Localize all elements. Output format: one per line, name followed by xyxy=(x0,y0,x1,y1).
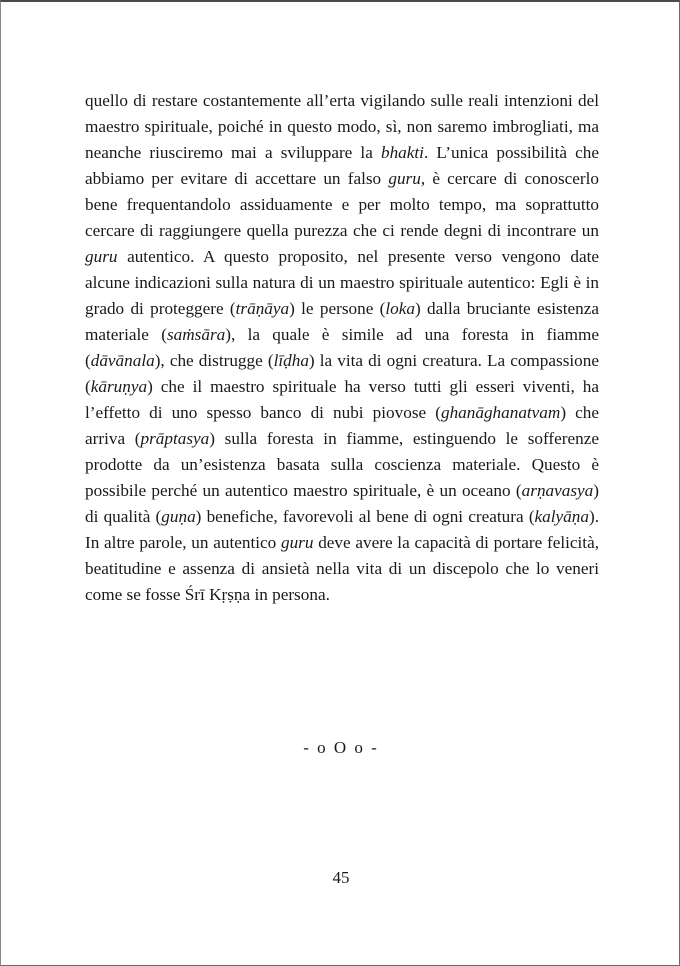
sanskrit-term-bhakti: bhakti xyxy=(380,143,424,162)
text-segment: ) di qualità ( xyxy=(85,481,599,526)
text-segment: ). In altre parole, un autentico xyxy=(85,507,599,552)
text-segment: deve avere la capacità di portare felicità, beatitudine e assenza di ansietà nella vita di un discepolo che lo veneri come se fosse Śrī Kṛṣṇa in persona. xyxy=(85,533,599,604)
text-segment: quello di restare costantemente all’erta vigilando sulle reali intenzioni del maestro spirituale, poiché in questo modo, sì, non saremo imbrogliati, ma neanche riusciremo mai a sviluppare la xyxy=(85,91,599,162)
sanskrit-term-samsara: saṁsāra xyxy=(166,325,226,344)
text-segment: ) che arriva ( xyxy=(85,403,599,448)
sanskrit-term-lidha: līḍha xyxy=(273,351,309,370)
sanskrit-term-guru: guru xyxy=(85,247,118,266)
text-segment: ) sulla foresta in fiamme, estinguendo le sofferenze prodotte da un’esistenza basata sulla coscienza materiale. Questo è possibile perché un autentico maestro spirituale, è un oceano ( xyxy=(85,429,599,500)
text-segment: . L’unica possibilità che abbiamo per evitare di accettare un falso xyxy=(85,143,599,188)
text-segment: ) benefiche, favorevoli al bene di ogni creatura ( xyxy=(195,507,535,526)
sanskrit-term-ghanaghanatvam: ghanāghanatvam xyxy=(440,403,561,422)
body-paragraph xyxy=(85,88,599,608)
text-segment: ), che distrugge ( xyxy=(154,351,274,370)
sanskrit-term-karunya: kāruṇya xyxy=(90,377,148,396)
text-segment: ), la quale è simile ad una foresta in fiamme ( xyxy=(85,325,599,370)
sanskrit-term-guru: guru xyxy=(388,169,421,188)
sanskrit-term-loka: loka xyxy=(385,299,415,318)
text-segment: ) le persone ( xyxy=(289,299,386,318)
text-segment: ) dalla bruciante esistenza materiale ( xyxy=(85,299,599,344)
sanskrit-term-tranaya: trāṇāya xyxy=(235,299,290,318)
sanskrit-term-guna: guṇa xyxy=(161,507,196,526)
sanskrit-term-kalyana: kalyāṇa xyxy=(534,507,589,526)
page-number: 45 xyxy=(332,868,350,887)
sanskrit-term-guru: guru xyxy=(280,533,314,552)
sanskrit-term-praptasya: prāptasya xyxy=(140,429,210,448)
text-segment: ) la vita di ogni creatura. La compassione ( xyxy=(85,351,599,396)
text-segment: , è cercare di conoscerlo bene frequentandolo assiduamente e per molto tempo, ma soprattutto cercare di raggiungere quella purezza che ci rende degni di incontrare un xyxy=(85,169,599,240)
section-separator: - o O o - xyxy=(303,738,379,757)
text-segment: autentico. A questo proposito, nel presente verso vengono date alcune indicazioni sulla natura di un maestro spirituale autentico: Egli è in grado di proteggere ( xyxy=(85,247,599,318)
text-segment: ) che il maestro spirituale ha verso tutti gli esseri viventi, ha l’effetto di uno spesso banco di nubi piovose ( xyxy=(85,377,599,422)
sanskrit-term-arnavasya: arṇavasya xyxy=(521,481,594,500)
sanskrit-term-davanala: dāvānala xyxy=(90,351,155,370)
